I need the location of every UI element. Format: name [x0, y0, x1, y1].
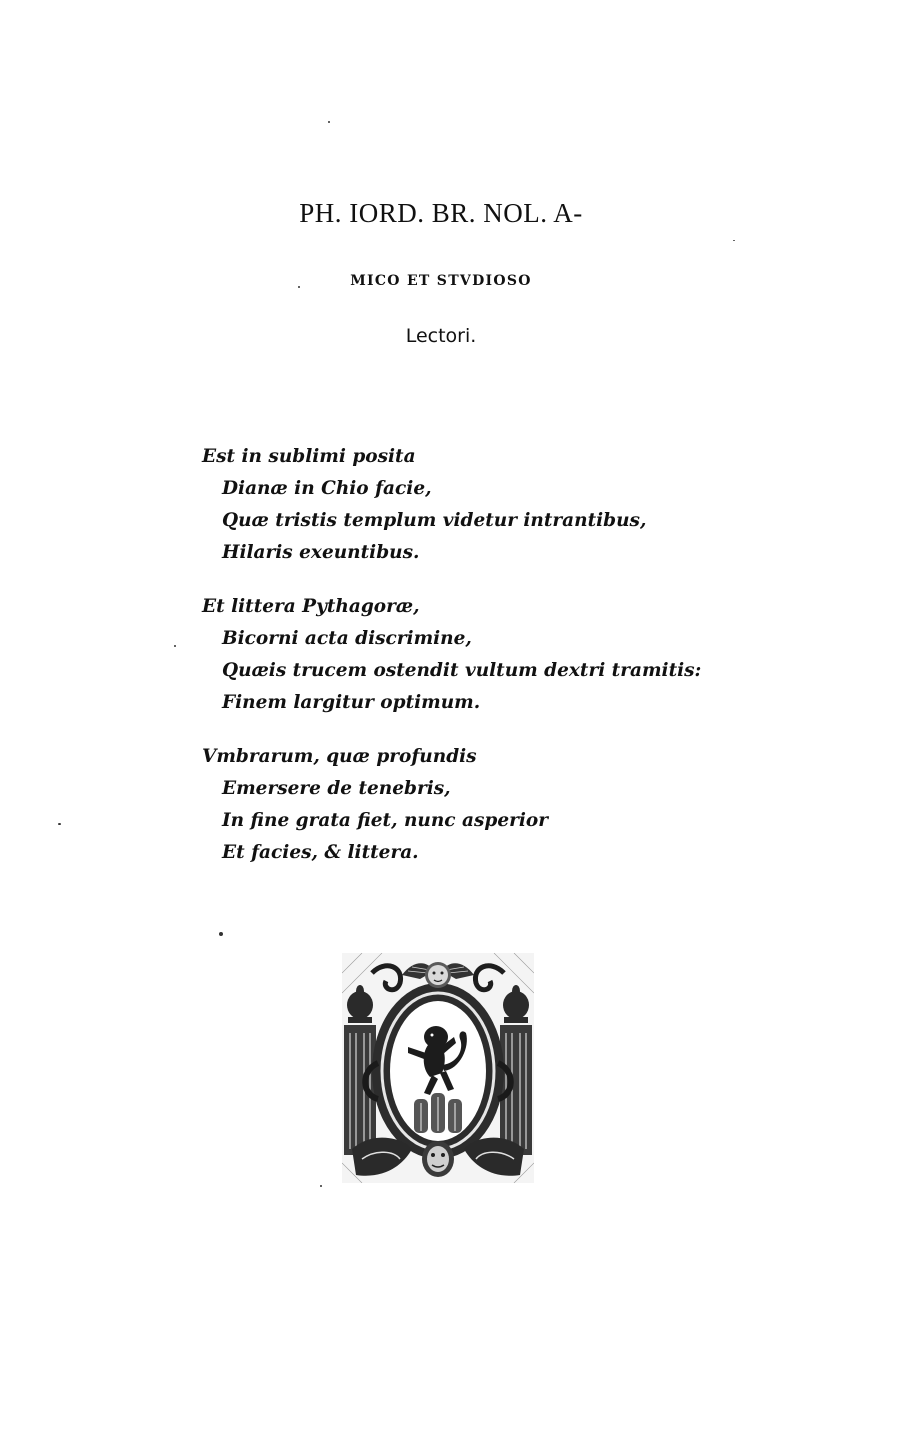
page-speck [320, 1185, 322, 1187]
page-speck [219, 932, 223, 936]
address-line: Lectori. [405, 325, 477, 347]
poem-line: Dianæ in Chio facie, [222, 478, 432, 499]
poem [202, 441, 762, 891]
stanza-3 [202, 741, 762, 869]
stanza-2 [202, 591, 762, 719]
poem-line: Vmbrarum, quæ profundis [202, 746, 477, 767]
page-speck [58, 823, 61, 825]
poem-line: Est in sublimi posita [202, 446, 416, 467]
dedication-subtitle: MICO ET STVDIOSO [350, 273, 532, 289]
page-speck [328, 121, 330, 123]
poem-line: Et littera Pythagoræ, [202, 596, 420, 617]
page-speck [733, 240, 735, 241]
poem-line: Emersere de tenebris, [222, 778, 451, 799]
poem-line: Quæ tristis templum videtur intrantibus, [222, 510, 647, 531]
poem-line: In fine grata fiet, nunc asperior [222, 810, 548, 831]
poem-line: Quæis trucem ostendit vultum dextri tramitis: [222, 660, 702, 681]
poem-line: Finem largitur optimum. [222, 692, 481, 713]
page-speck [174, 645, 176, 647]
page-title: PH. IORD. BR. NOL. A- [299, 198, 583, 228]
poem-line: Hilaris exeuntibus. [222, 542, 420, 563]
printers-device-emblem [342, 953, 534, 1183]
stanza-1 [202, 441, 762, 569]
poem-line: Bicorni acta discrimine, [222, 628, 472, 649]
poem-line: Et facies, & littera. [222, 842, 419, 863]
mask-head [422, 1141, 454, 1177]
